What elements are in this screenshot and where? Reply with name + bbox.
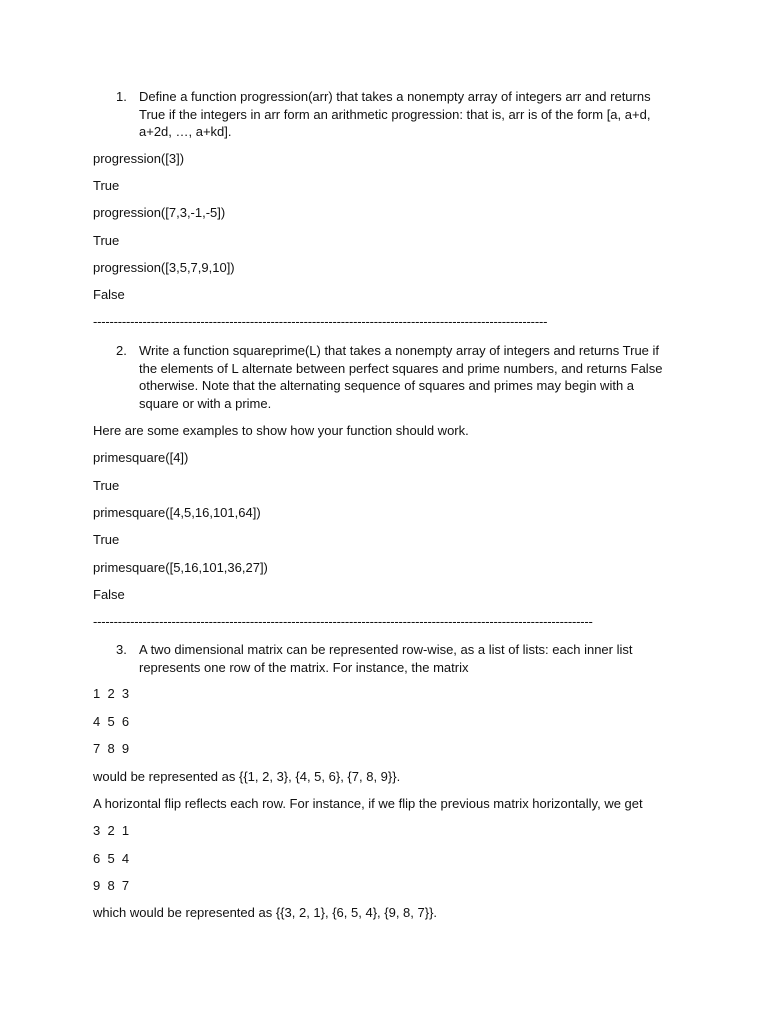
q1-example-result-1: True: [93, 178, 120, 193]
flipped-row-3: 9 8 7: [93, 878, 130, 893]
q1-example-call-3: progression([3,5,7,9,10]): [93, 260, 235, 275]
flipped-row-2: 6 5 4: [93, 851, 130, 866]
question-3-number: 3.: [116, 642, 127, 657]
matrix-row-2: 4 5 6: [93, 714, 130, 729]
q2-intro: Here are some examples to show how your function should work.: [93, 423, 469, 438]
q2-example-result-1: True: [93, 478, 120, 493]
q1-example-call-2: progression([7,3,-1,-5]): [93, 205, 226, 220]
question-1-text: Define a function progression(arr) that takes a nonempty array of integers arr and returns True if the integers in arr form an arithmetic progression: that is, arr is of the form [a, a+d, a+2d, …, a+kd].: [139, 89, 651, 139]
q1-example-result-3: False: [93, 287, 125, 302]
q1-example-call-1: progression([3]): [93, 151, 185, 166]
question-2-number: 2.: [116, 343, 127, 358]
q2-example-call-1: primesquare([4]): [93, 450, 189, 465]
q2-example-call-3: primesquare([5,16,101,36,27]): [93, 560, 268, 575]
matrix-row-1: 1 2 3: [93, 686, 130, 701]
q3-flipped-represented: which would be represented as {{3, 2, 1}, {6, 5, 4}, {9, 8, 7}}.: [93, 905, 438, 920]
separator-2: -------------------------------------------------------------------------------------------------------------------------: [93, 614, 593, 629]
question-2-text: Write a function squareprime(L) that takes a nonempty array of integers and returns True if the elements of L alternate between perfect squares and prime numbers, and returns False otherwise. Note that the alternating sequence of squares and primes may begin with a square or with a prime.: [139, 343, 663, 411]
q3-represented: would be represented as {{1, 2, 3}, {4, 5, 6}, {7, 8, 9}}.: [93, 769, 401, 784]
flipped-row-1: 3 2 1: [93, 823, 130, 838]
question-3-text: A two dimensional matrix can be represented row-wise, as a list of lists: each inner list represents one row of the matrix. For instance, the matrix: [139, 642, 633, 675]
question-1-number: 1.: [116, 89, 127, 104]
q1-example-result-2: True: [93, 233, 120, 248]
separator-1: --------------------------------------------------------------------------------------------------------------: [93, 314, 548, 329]
q2-example-call-2: primesquare([4,5,16,101,64]): [93, 505, 261, 520]
q2-example-result-2: True: [93, 532, 120, 547]
matrix-row-3: 7 8 9: [93, 741, 130, 756]
q3-flip-text: A horizontal flip reflects each row. For instance, if we flip the previous matrix horizontally, we get: [93, 796, 643, 811]
q2-example-result-3: False: [93, 587, 125, 602]
